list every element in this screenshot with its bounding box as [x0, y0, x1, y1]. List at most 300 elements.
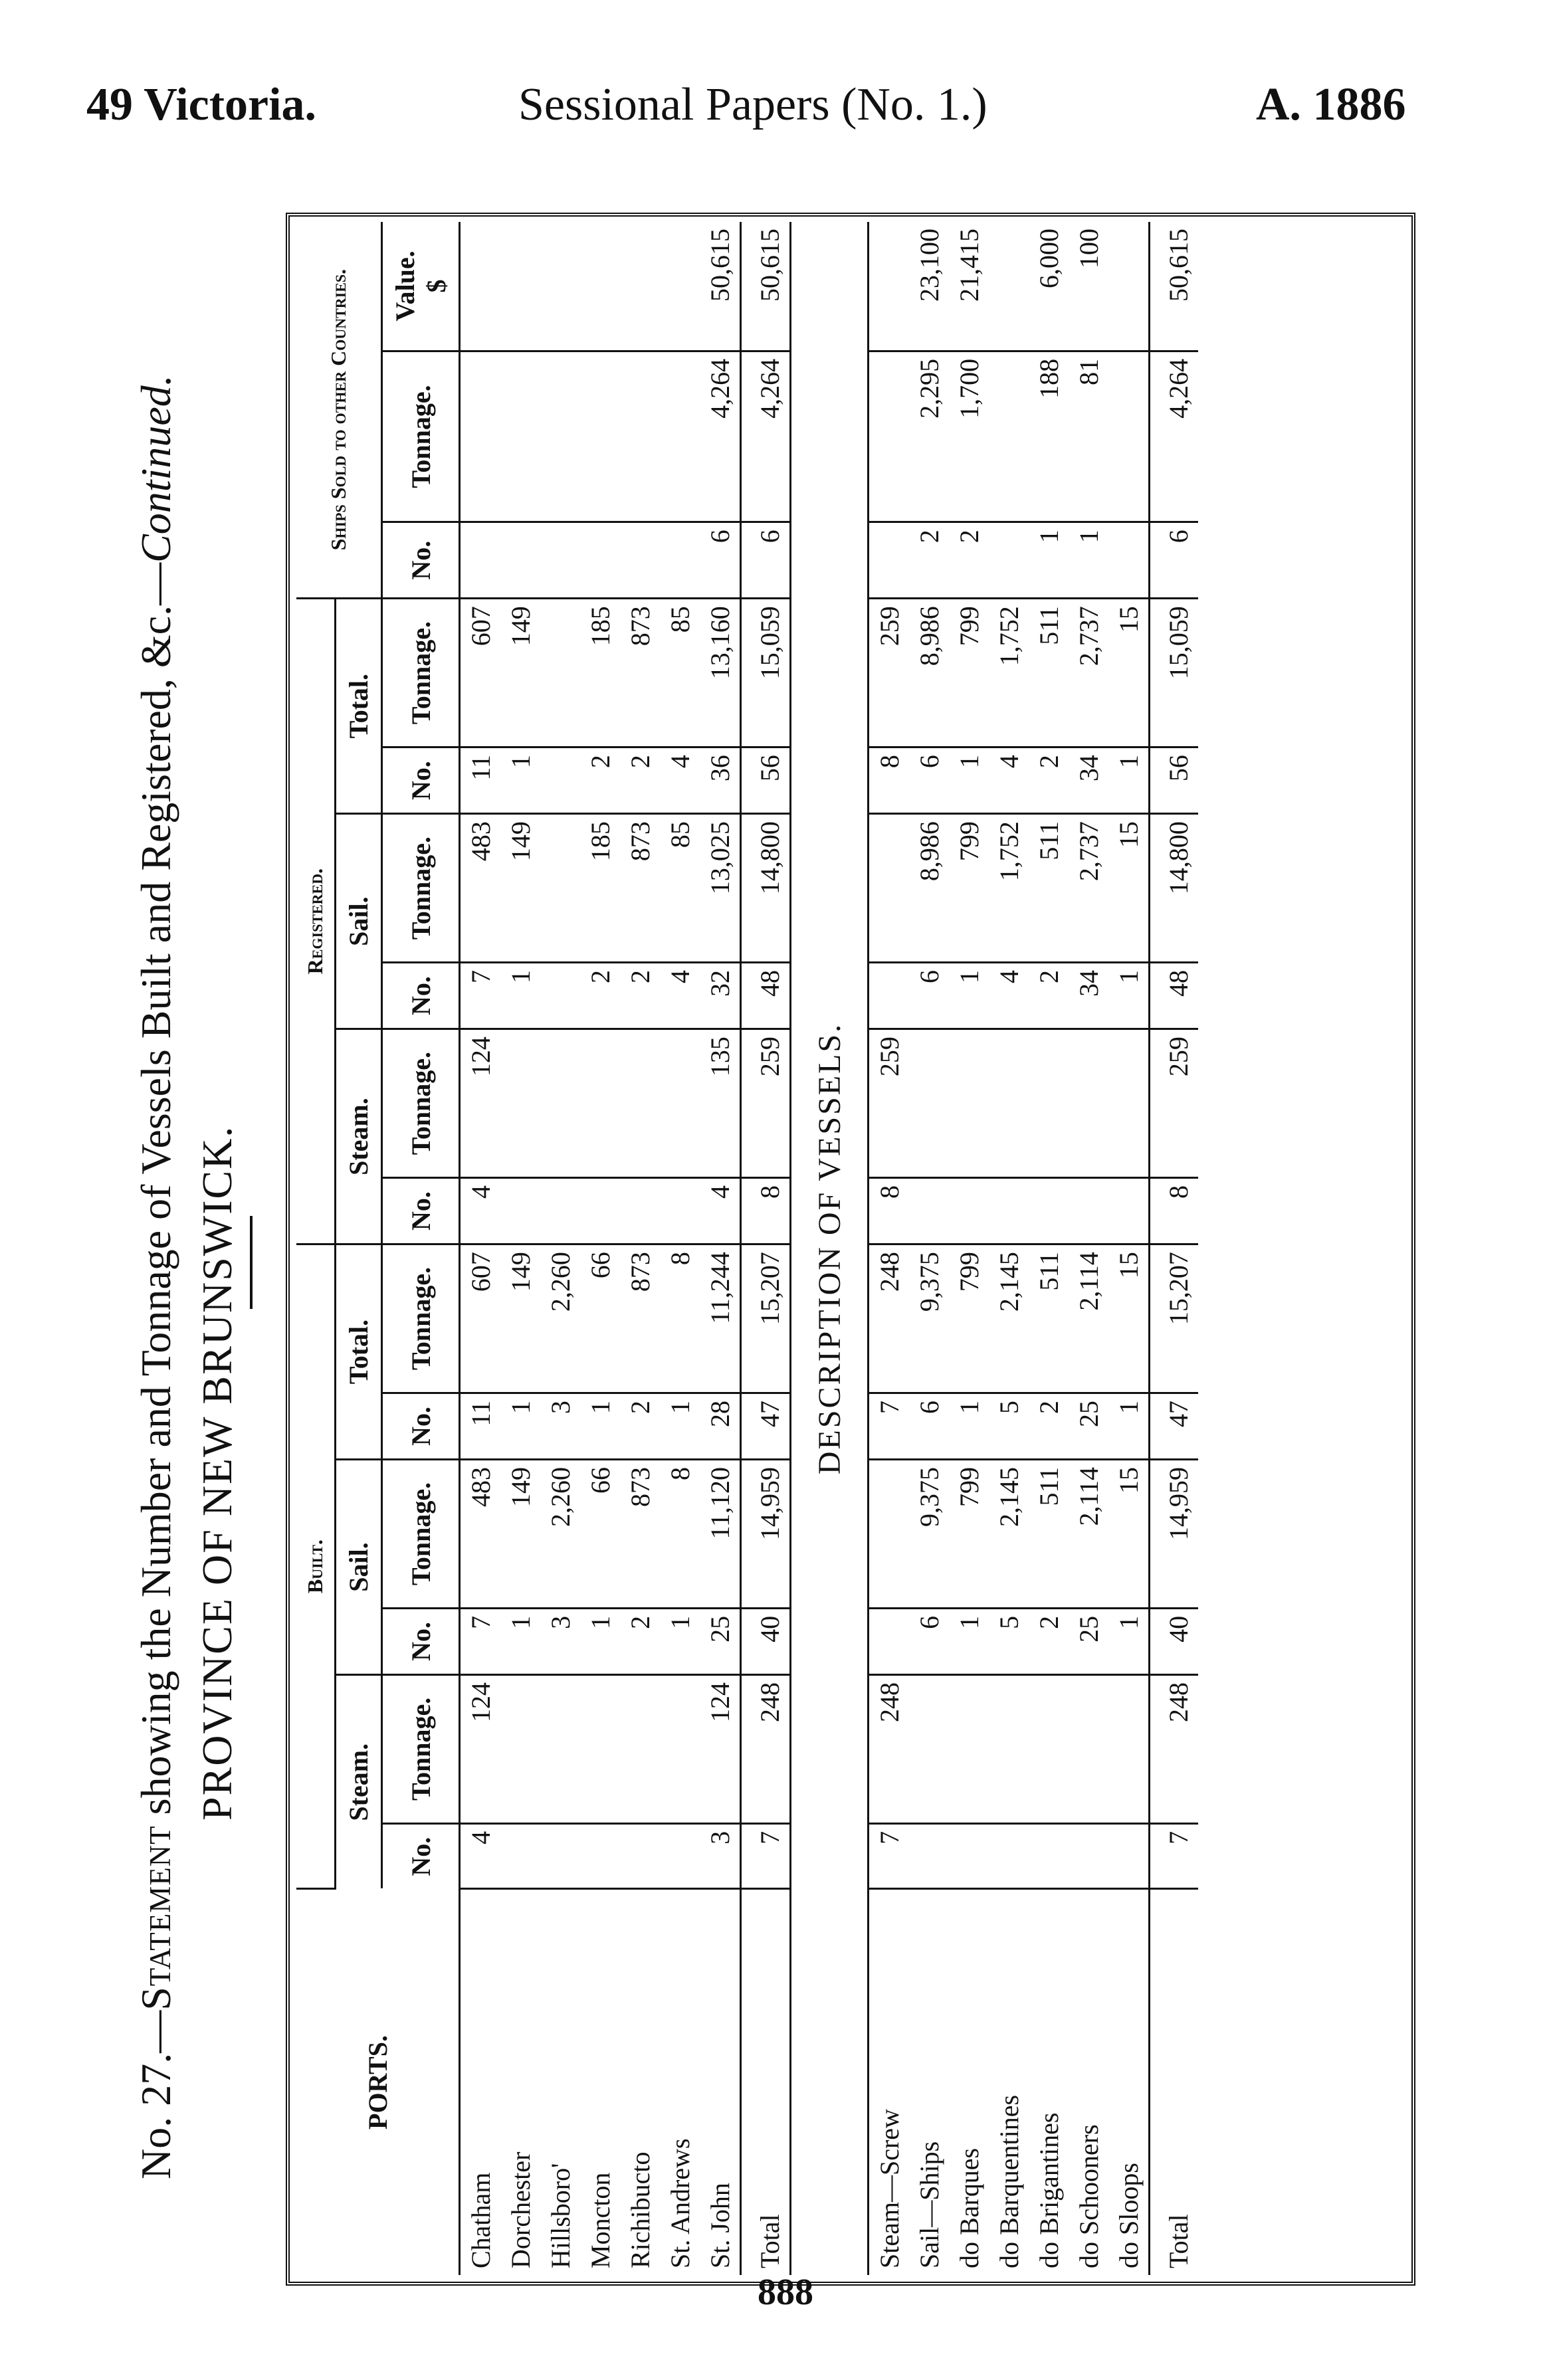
- cell-b-to-no: 2: [1029, 1393, 1069, 1459]
- port-row: [500, 222, 540, 2275]
- cell-b-to-no: 47: [741, 1393, 791, 1459]
- cell-s-t: [660, 351, 700, 522]
- cell-b-to-t: 9,375: [909, 1244, 949, 1393]
- cell-r-st-t: [1069, 1029, 1108, 1178]
- cell-s-t: [500, 351, 540, 522]
- cell-b-sa-no: 1: [500, 1608, 540, 1674]
- cell-b-to-t: 8: [660, 1244, 700, 1393]
- cell-r-st-t: [540, 1029, 580, 1178]
- cell-s-no: [500, 522, 540, 599]
- cell-r-sa-t: [869, 814, 910, 963]
- row-label: St. Andrews: [665, 2138, 695, 2268]
- cell-b-to-no: 25: [1069, 1393, 1108, 1459]
- vessel-row: [909, 222, 949, 2275]
- cell-r-sa-t: 511: [1029, 814, 1069, 963]
- cell-b-st-t: [1069, 1674, 1108, 1823]
- cell-b-sa-no: 1: [949, 1608, 989, 1674]
- cell-b-st-no: [660, 1823, 700, 1888]
- cell-b-to-no: 28: [700, 1393, 741, 1459]
- cell-r-to-t: 873: [620, 599, 660, 747]
- cell-b-sa-no: 25: [700, 1608, 741, 1674]
- cell-s-t: [869, 351, 910, 522]
- cell-r-st-t: 259: [741, 1029, 791, 1178]
- cell-b-sa-no: 7: [460, 1608, 501, 1674]
- cell-r-to-no: 36: [700, 747, 741, 814]
- col-tonnage: Tonnage.: [382, 1244, 460, 1393]
- cell-r-to-no: 2: [580, 747, 620, 814]
- cell-b-to-t: 15,207: [1150, 1244, 1199, 1393]
- cell-s-no: [989, 522, 1029, 599]
- cell-r-sa-t: 14,800: [1150, 814, 1199, 963]
- cell-s-t: 188: [1029, 351, 1069, 522]
- cell-s-v: [500, 222, 540, 351]
- built-sail-header: Sail.: [336, 1460, 382, 1675]
- table-frame: [286, 213, 1415, 2286]
- port-row: [540, 222, 580, 2275]
- cell-b-st-no: [909, 1823, 949, 1888]
- cell-b-st-no: 7: [1150, 1823, 1199, 1888]
- cell-r-st-no: [949, 1178, 989, 1244]
- cell-b-sa-t: 149: [500, 1460, 540, 1609]
- row-label: Chatham: [465, 2172, 496, 2268]
- cell-b-st-t: [949, 1674, 989, 1823]
- cell-b-st-no: [1029, 1823, 1069, 1888]
- cell-r-sa-no: 4: [660, 963, 700, 1029]
- cell-r-st-no: [540, 1178, 580, 1244]
- cell-r-st-no: 8: [869, 1178, 910, 1244]
- cell-r-to-no: 2: [1029, 747, 1069, 814]
- table-body: [460, 222, 1199, 2275]
- value-label: Value.: [390, 250, 420, 322]
- cell-r-sa-no: [540, 963, 580, 1029]
- cell-s-t: 4,264: [1150, 351, 1199, 522]
- cell-r-st-t: [500, 1029, 540, 1178]
- cell-b-to-no: 1: [500, 1393, 540, 1459]
- cell-b-to-t: 2,114: [1069, 1244, 1108, 1393]
- port-row: [620, 222, 660, 2275]
- cell-r-to-t: 15: [1108, 599, 1150, 747]
- cell-b-to-t: 149: [500, 1244, 540, 1393]
- col-tonnage: Tonnage.: [382, 599, 460, 747]
- cell-s-v: 50,615: [741, 222, 791, 351]
- col-tonnage: Tonnage.: [382, 1674, 460, 1823]
- ports-header: PORTS.: [296, 1889, 460, 2276]
- cell-b-to-no: 47: [1150, 1393, 1199, 1459]
- row-label: do Barquentines: [993, 2094, 1024, 2268]
- cell-b-sa-no: 1: [660, 1608, 700, 1674]
- cell-s-t: [580, 351, 620, 522]
- cell-b-st-t: [1029, 1674, 1069, 1823]
- cell-r-sa-no: 1: [1108, 963, 1150, 1029]
- cell-r-to-t: 607: [460, 599, 501, 747]
- cell-s-no: 1: [1069, 522, 1108, 599]
- cell-r-sa-t: 85: [660, 814, 700, 963]
- col-tonnage: Tonnage.: [382, 351, 460, 522]
- cell-b-st-no: [580, 1823, 620, 1888]
- vessel-row: [989, 222, 1029, 2275]
- cell-r-to-t: 185: [580, 599, 620, 747]
- cell-b-sa-no: 2: [620, 1608, 660, 1674]
- page-number: 888: [758, 2272, 813, 2313]
- registered-steam-header: Steam.: [336, 1029, 382, 1244]
- row-label: do Sloops: [1113, 2163, 1144, 2268]
- cell-b-st-t: [540, 1674, 580, 1823]
- port-row: [660, 222, 700, 2275]
- cell-r-to-t: 511: [1029, 599, 1069, 747]
- registered-total-header: Total.: [336, 599, 382, 814]
- row-label: Hillsboro': [545, 2163, 575, 2268]
- cell-b-to-t: 2,260: [540, 1244, 580, 1393]
- cell-r-sa-t: 1,752: [989, 814, 1029, 963]
- cell-b-to-t: 873: [620, 1244, 660, 1393]
- cell-s-v: [460, 222, 501, 351]
- cell-b-st-no: [1069, 1823, 1108, 1888]
- cell-r-st-no: [1108, 1178, 1150, 1244]
- row-label: do Barques: [954, 2147, 984, 2268]
- title-continued: Continued.: [132, 375, 179, 563]
- cell-s-t: 4,264: [700, 351, 741, 522]
- cell-r-st-no: [909, 1178, 949, 1244]
- cell-s-v: [989, 222, 1029, 351]
- sold-header: Ships Sold to other Countries.: [296, 222, 382, 599]
- cell-b-sa-t: 15: [1108, 1460, 1150, 1609]
- cell-b-sa-no: 5: [989, 1608, 1029, 1674]
- cell-r-to-no: 6: [909, 747, 949, 814]
- cell-b-sa-t: 14,959: [1150, 1460, 1199, 1609]
- cell-b-st-no: 3: [700, 1823, 741, 1888]
- cell-b-st-no: [1108, 1823, 1150, 1888]
- running-head-left: 49 Victoria.: [86, 79, 317, 130]
- row-label: Steam—Screw: [874, 2109, 904, 2268]
- cell-b-sa-t: 2,260: [540, 1460, 580, 1609]
- cell-r-st-no: [989, 1178, 1029, 1244]
- row-label: do Schooners: [1073, 2124, 1104, 2268]
- cell-b-sa-no: 25: [1069, 1608, 1108, 1674]
- dollar-sign: $: [421, 279, 451, 293]
- cell-b-sa-t: 511: [1029, 1460, 1069, 1609]
- cell-s-v: 21,415: [949, 222, 989, 351]
- cell-s-t: [1108, 351, 1150, 522]
- cell-r-to-t: 259: [869, 599, 910, 747]
- row-label: do Brigantines: [1033, 2112, 1064, 2268]
- cell-r-sa-t: [540, 814, 580, 963]
- cell-s-no: [620, 522, 660, 599]
- cell-b-sa-t: 873: [620, 1460, 660, 1609]
- cell-s-v: 100: [1069, 222, 1108, 351]
- cell-r-st-t: [1029, 1029, 1069, 1178]
- title-text: showing the Number and Tonnage of Vessels Built and Registered, &c.—: [132, 562, 179, 1815]
- cell-b-sa-t: 9,375: [909, 1460, 949, 1609]
- cell-b-st-t: [660, 1674, 700, 1823]
- built-steam-header: Steam.: [336, 1674, 382, 1888]
- running-head-center: Sessional Papers (No. 1.): [518, 79, 987, 130]
- cell-b-st-no: [500, 1823, 540, 1888]
- cell-r-to-no: 1: [949, 747, 989, 814]
- cell-b-sa-t: 799: [949, 1460, 989, 1609]
- cell-b-st-t: 124: [460, 1674, 501, 1823]
- cell-b-st-t: [1108, 1674, 1150, 1823]
- cell-b-sa-t: [869, 1460, 910, 1609]
- cell-s-v: 50,615: [700, 222, 741, 351]
- cell-r-st-no: 4: [700, 1178, 741, 1244]
- row-label: St. John: [704, 2183, 735, 2268]
- cell-s-no: 6: [741, 522, 791, 599]
- col-no: No.: [382, 1608, 460, 1674]
- rotated-table-page: [120, 199, 1435, 2286]
- cell-r-to-t: 13,160: [700, 599, 741, 747]
- cell-r-sa-no: [869, 963, 910, 1029]
- col-tonnage: Tonnage.: [382, 1460, 460, 1609]
- cell-b-to-t: 248: [869, 1244, 910, 1393]
- cell-r-st-t: [660, 1029, 700, 1178]
- registered-header: Registered.: [296, 599, 336, 1244]
- col-no: No.: [382, 747, 460, 814]
- vessel-row: [1029, 222, 1069, 2275]
- row-label: Total: [1150, 1889, 1199, 2276]
- row-label: Moncton: [585, 2172, 615, 2268]
- port-row: [460, 222, 501, 2275]
- cell-b-to-t: 511: [1029, 1244, 1069, 1393]
- cell-r-sa-no: 1: [949, 963, 989, 1029]
- cell-r-st-t: [989, 1029, 1029, 1178]
- cell-r-to-no: 56: [1150, 747, 1199, 814]
- ports-total-row: [741, 222, 791, 2275]
- cell-b-sa-t: 483: [460, 1460, 501, 1609]
- cell-r-st-no: [1029, 1178, 1069, 1244]
- cell-b-st-t: 124: [700, 1674, 741, 1823]
- cell-r-sa-no: 34: [1069, 963, 1108, 1029]
- cell-s-no: [660, 522, 700, 599]
- cell-s-no: [460, 522, 501, 599]
- cell-b-to-t: 66: [580, 1244, 620, 1393]
- cell-r-sa-no: 6: [909, 963, 949, 1029]
- cell-r-sa-t: 13,025: [700, 814, 741, 963]
- cell-r-sa-no: 7: [460, 963, 501, 1029]
- cell-b-sa-t: 2,114: [1069, 1460, 1108, 1609]
- cell-r-sa-t: 149: [500, 814, 540, 963]
- cell-r-to-t: 85: [660, 599, 700, 747]
- cell-b-to-no: 11: [460, 1393, 501, 1459]
- cell-r-st-no: [660, 1178, 700, 1244]
- cell-r-sa-no: 4: [989, 963, 1029, 1029]
- cell-s-v: [869, 222, 910, 351]
- cell-r-st-t: [620, 1029, 660, 1178]
- row-label: Richibucto: [625, 2151, 655, 2268]
- cell-r-st-t: 259: [869, 1029, 910, 1178]
- built-total-header: Total.: [336, 1244, 382, 1460]
- cell-b-st-no: [540, 1823, 580, 1888]
- built-header: Built.: [296, 1244, 336, 1889]
- cell-s-v: [660, 222, 700, 351]
- cell-r-st-t: 135: [700, 1029, 741, 1178]
- cell-r-to-no: 56: [741, 747, 791, 814]
- cell-r-st-no: 8: [741, 1178, 791, 1244]
- cell-s-t: 1,700: [949, 351, 989, 522]
- cell-r-st-no: [1069, 1178, 1108, 1244]
- cell-s-v: [540, 222, 580, 351]
- cell-r-to-no: 2: [620, 747, 660, 814]
- cell-r-st-no: 4: [460, 1178, 501, 1244]
- vessels-total-row: [1150, 222, 1199, 2275]
- cell-s-no: [580, 522, 620, 599]
- cell-r-to-no: 1: [1108, 747, 1150, 814]
- statistics-table: [296, 222, 1198, 2275]
- col-no: No.: [382, 963, 460, 1029]
- statement-title: [132, 375, 181, 2179]
- port-row: [580, 222, 620, 2275]
- cell-b-sa-t: 8: [660, 1460, 700, 1609]
- cell-b-to-no: 1: [580, 1393, 620, 1459]
- cell-r-sa-no: 48: [1150, 963, 1199, 1029]
- cell-r-st-t: [580, 1029, 620, 1178]
- cell-b-to-t: 799: [949, 1244, 989, 1393]
- cell-b-st-no: [949, 1823, 989, 1888]
- vessel-row: [949, 222, 989, 2275]
- cell-b-st-no: [989, 1823, 1029, 1888]
- cell-r-sa-t: 15: [1108, 814, 1150, 963]
- cell-r-st-no: 8: [1150, 1178, 1199, 1244]
- title-caps: Statement: [132, 1825, 179, 2011]
- cell-r-sa-no: 1: [500, 963, 540, 1029]
- cell-b-to-no: 6: [909, 1393, 949, 1459]
- vessel-row: [869, 222, 910, 2275]
- cell-b-to-t: 11,244: [700, 1244, 741, 1393]
- col-value: [382, 222, 460, 351]
- cell-r-to-no: 4: [989, 747, 1029, 814]
- cell-s-v: 50,615: [1150, 222, 1199, 351]
- cell-b-to-no: 2: [620, 1393, 660, 1459]
- cell-r-to-no: [540, 747, 580, 814]
- cell-b-st-t: 248: [869, 1674, 910, 1823]
- cell-r-to-t: 1,752: [989, 599, 1029, 747]
- cell-s-v: [620, 222, 660, 351]
- description-section-row: [791, 222, 869, 2275]
- cell-r-sa-t: 483: [460, 814, 501, 963]
- cell-s-no: 6: [700, 522, 741, 599]
- cell-b-st-t: [620, 1674, 660, 1823]
- cell-b-sa-no: [869, 1608, 910, 1674]
- cell-b-to-no: 3: [540, 1393, 580, 1459]
- cell-s-t: 81: [1069, 351, 1108, 522]
- cell-r-st-t: 259: [1150, 1029, 1199, 1178]
- cell-r-sa-t: 14,800: [741, 814, 791, 963]
- cell-r-to-no: 1: [500, 747, 540, 814]
- col-no: No.: [382, 1823, 460, 1888]
- cell-s-no: 2: [949, 522, 989, 599]
- cell-b-st-no: 7: [869, 1823, 910, 1888]
- cell-s-no: [1108, 522, 1150, 599]
- cell-r-st-no: [580, 1178, 620, 1244]
- cell-b-st-t: [989, 1674, 1029, 1823]
- cell-r-to-no: 34: [1069, 747, 1108, 814]
- col-no: No.: [382, 1178, 460, 1244]
- registered-sail-header: Sail.: [336, 814, 382, 1029]
- row-label: Dorchester: [505, 2151, 536, 2268]
- cell-r-to-t: 799: [949, 599, 989, 747]
- cell-s-t: [460, 351, 501, 522]
- cell-r-to-no: 4: [660, 747, 700, 814]
- cell-b-sa-t: 14,959: [741, 1460, 791, 1609]
- cell-r-st-t: [949, 1029, 989, 1178]
- cell-s-v: 6,000: [1029, 222, 1069, 351]
- cell-s-no: [540, 522, 580, 599]
- col-tonnage: Tonnage.: [382, 814, 460, 963]
- col-no: No.: [382, 522, 460, 599]
- cell-b-to-no: 1: [949, 1393, 989, 1459]
- cell-s-t: 2,295: [909, 351, 949, 522]
- cell-r-sa-t: 2,737: [1069, 814, 1108, 963]
- cell-b-st-no: 4: [460, 1823, 501, 1888]
- cell-r-sa-t: 185: [580, 814, 620, 963]
- cell-r-to-t: 8,986: [909, 599, 949, 747]
- cell-r-sa-no: 2: [620, 963, 660, 1029]
- cell-r-to-t: 2,737: [1069, 599, 1108, 747]
- cell-r-sa-t: 799: [949, 814, 989, 963]
- cell-b-sa-no: 1: [1108, 1608, 1150, 1674]
- cell-b-sa-no: 40: [741, 1608, 791, 1674]
- cell-b-to-no: 7: [869, 1393, 910, 1459]
- cell-b-sa-t: 66: [580, 1460, 620, 1609]
- cell-s-v: 23,100: [909, 222, 949, 351]
- cell-s-t: [989, 351, 1029, 522]
- cell-b-st-no: 7: [741, 1823, 791, 1888]
- cell-r-to-t: 15,059: [1150, 599, 1199, 747]
- cell-s-v: [1108, 222, 1150, 351]
- cell-r-to-no: 11: [460, 747, 501, 814]
- cell-b-st-t: 248: [1150, 1674, 1199, 1823]
- cell-b-to-t: 607: [460, 1244, 501, 1393]
- cell-b-to-t: 15: [1108, 1244, 1150, 1393]
- cell-b-to-no: 1: [660, 1393, 700, 1459]
- cell-b-st-t: [580, 1674, 620, 1823]
- cell-r-st-t: [909, 1029, 949, 1178]
- province-subtitle: PROVINCE OF NEW BRUNSWICK.: [193, 1125, 241, 1821]
- cell-b-st-t: [909, 1674, 949, 1823]
- vessel-row: [1069, 222, 1108, 2275]
- cell-r-sa-no: 32: [700, 963, 741, 1029]
- cell-s-no: 2: [909, 522, 949, 599]
- cell-r-st-t: 124: [460, 1029, 501, 1178]
- col-no: No.: [382, 1393, 460, 1459]
- cell-r-st-no: [620, 1178, 660, 1244]
- title-number: No. 27.—: [132, 2010, 179, 2179]
- cell-r-to-t: 15,059: [741, 599, 791, 747]
- vessel-row: [1108, 222, 1150, 2275]
- cell-s-no: 1: [1029, 522, 1069, 599]
- cell-b-sa-t: 2,145: [989, 1460, 1029, 1609]
- cell-r-to-no: 8: [869, 747, 910, 814]
- cell-r-sa-no: 48: [741, 963, 791, 1029]
- cell-r-sa-no: 2: [580, 963, 620, 1029]
- cell-s-v: [580, 222, 620, 351]
- cell-b-sa-no: 3: [540, 1608, 580, 1674]
- cell-b-sa-no: 40: [1150, 1608, 1199, 1674]
- subtitle-rule: [250, 1216, 253, 1309]
- cell-b-st-t: 248: [741, 1674, 791, 1823]
- cell-s-no: [869, 522, 910, 599]
- cell-s-t: [620, 351, 660, 522]
- cell-r-to-t: 149: [500, 599, 540, 747]
- cell-r-sa-no: 2: [1029, 963, 1069, 1029]
- cell-b-st-no: [620, 1823, 660, 1888]
- col-tonnage: Tonnage.: [382, 1029, 460, 1178]
- cell-r-st-t: [1108, 1029, 1150, 1178]
- cell-r-sa-t: 8,986: [909, 814, 949, 963]
- cell-s-t: 4,264: [741, 351, 791, 522]
- cell-b-to-no: 1: [1108, 1393, 1150, 1459]
- cell-b-sa-no: 2: [1029, 1608, 1069, 1674]
- running-head-right: A. 1886: [1256, 79, 1406, 130]
